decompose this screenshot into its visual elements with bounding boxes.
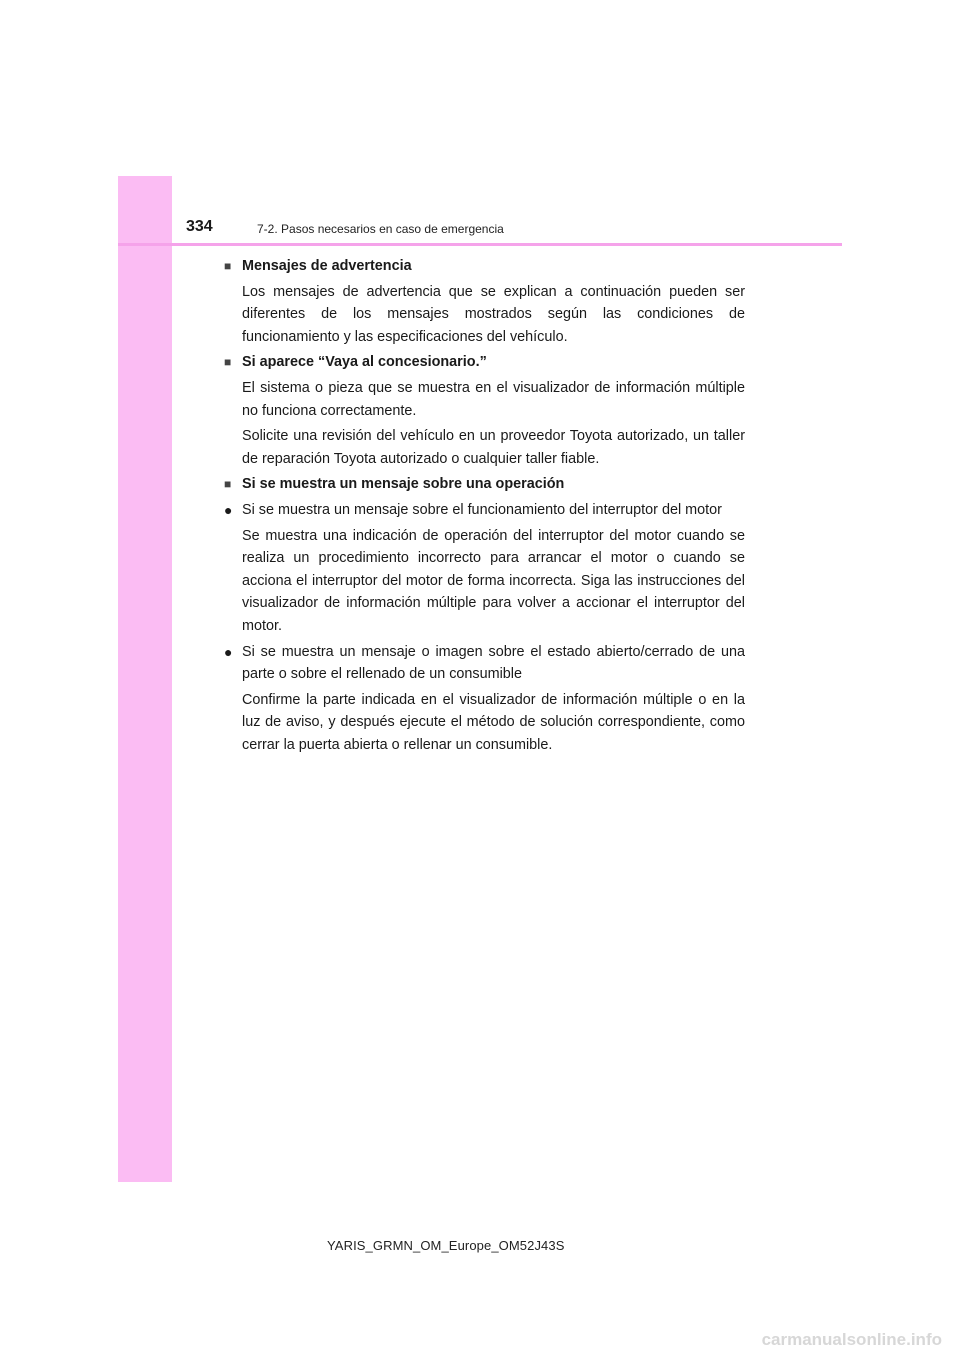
page-content [224,255,745,759]
header-rule [118,243,842,246]
section-title: 7-2. Pasos necesarios en caso de emergencia [257,222,504,236]
square-bullet-icon: ■ [224,477,232,492]
square-bullet-icon: ■ [224,355,232,370]
paragraph: Confirme la parte indicada en el visualizador de información múltiple o en la luz de aviso, y después ejecute el método de solución correspondiente, como cerrar la puerta abierta o rellenar un consumible. [242,691,745,753]
heading-text: Mensajes de advertencia [242,258,412,274]
list-item [224,641,745,686]
side-color-band [118,176,172,1182]
section-heading [224,351,745,374]
list-item-title: Si se muestra un mensaje o imagen sobre el estado abierto/cerrado de una parte o sobre el rellenado de un consumible [242,643,745,683]
watermark: carmanualsonline.info [761,1330,942,1349]
heading-text: Si se muestra un mensaje sobre una operación [242,476,565,493]
list-item-title: Si se muestra un mensaje sobre el funcionamiento del interruptor del motor [242,501,722,518]
square-bullet-icon: ■ [224,259,232,273]
page-number: 334 [186,218,213,235]
paragraph: Se muestra una indicación de operación del interruptor del motor cuando se realiza un procedimiento incorrecto para arrancar el motor o cuando se acciona el interruptor del motor de forma incorrecta. Siga las instrucciones del visualizador de información múltiple para volver a accionar el interruptor del motor. [242,527,745,634]
document-code: YARIS_GRMN_OM_Europe_OM52J43S [327,1238,565,1253]
heading-text: Si aparece “Vaya al concesionario.” [242,354,487,371]
list-item [224,499,745,522]
paragraph: El sistema o pieza que se muestra en el visualizador de información múltiple no funciona correctamente. [242,379,745,419]
round-bullet-icon: ● [224,643,233,660]
paragraph: Solicite una revisión del vehículo en un proveedor Toyota autorizado, un taller de reparación Toyota autorizado o cualquier taller fiable. [242,428,745,467]
round-bullet-icon: ● [224,501,233,518]
section-heading [224,255,745,278]
section-heading [224,473,745,496]
paragraph: Los mensajes de advertencia que se explican a continuación pueden ser diferentes de los mensajes mostrados según las condiciones de funcionamiento y las especificaciones del vehículo. [242,283,745,345]
